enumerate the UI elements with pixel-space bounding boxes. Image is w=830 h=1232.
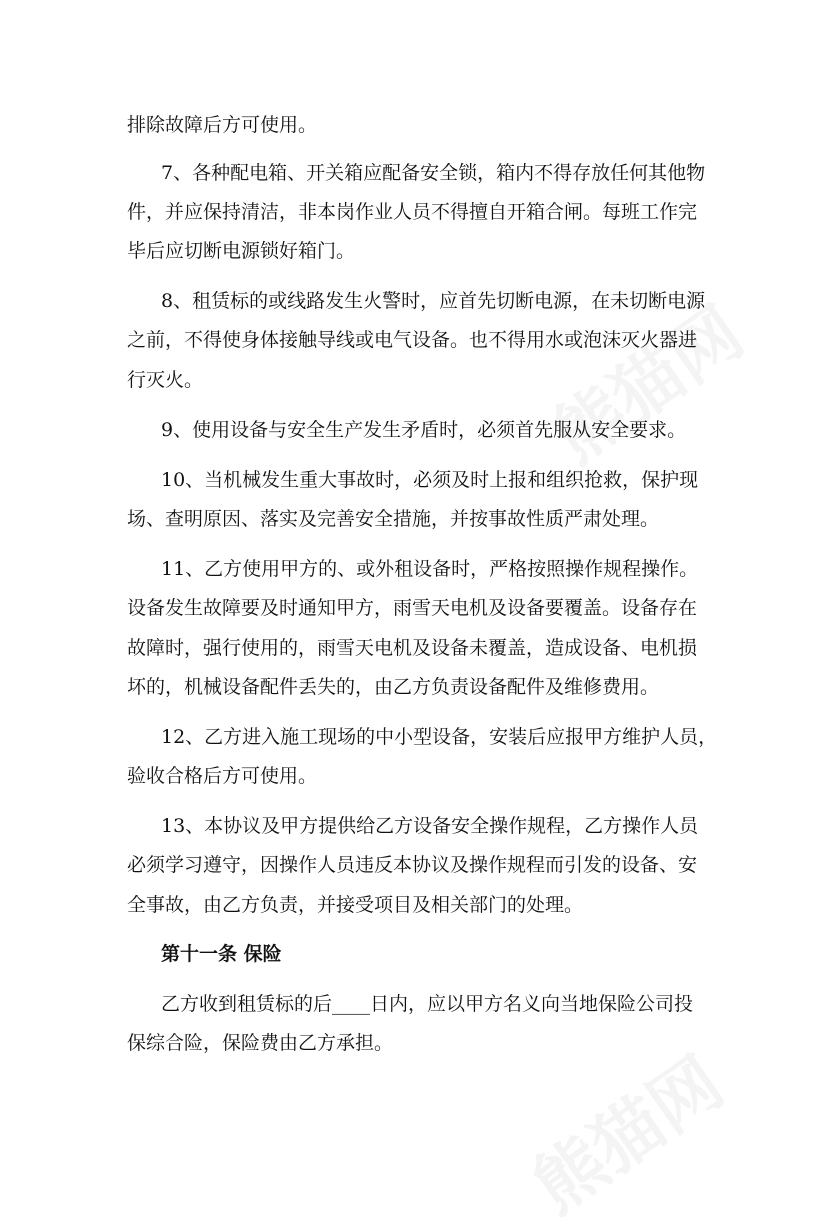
text-line-22: 保综合险，保险费由乙方承担。 <box>127 1032 394 1054</box>
text-line-9: 10、当机械发生重大事故时，必须及时上报和组织抢救，保护现 <box>161 469 699 491</box>
section-heading-insurance: 第十一条 保险 <box>161 943 282 965</box>
text-line-4: 毕后应切断电源锁好箱门。 <box>127 240 356 262</box>
text-line-2: 7、各种配电箱、开关箱应配备安全锁，箱内不得存放任何其他物 <box>161 162 706 184</box>
text-line-16: 验收合格后方可使用。 <box>127 765 318 787</box>
text-line-11: 11、乙方使用甲方的、或外租设备时，严格按照操作规程操作。 <box>161 558 699 580</box>
text-line-17: 13、本协议及甲方提供给乙方设备安全操作规程，乙方操作人员 <box>161 815 699 837</box>
text-line-12: 设备发生故障要及时通知甲方，雨雪天电机及设备要覆盖。设备存在 <box>127 597 698 619</box>
text-line-13: 故障时，强行使用的，雨雪天电机及设备未覆盖，造成设备、电机损 <box>127 637 698 659</box>
text-line-3: 件，并应保持清洁，非本岗作业人员不得擅自开箱合闸。每班工作完 <box>127 201 698 223</box>
text-line-21: 乙方收到租赁标的后____日内，应以甲方名义向当地保险公司投 <box>161 993 694 1015</box>
text-line-19: 全事故，由乙方负责，并接受项目及相关部门的处理。 <box>127 894 584 916</box>
text-line-8: 9、使用设备与安全生产发生矛盾时，必须首先服从安全要求。 <box>161 419 687 441</box>
text-line-7: 行灭火。 <box>127 369 204 391</box>
watermark-lower: 熊猫网 <box>518 1041 738 1229</box>
watermark-upper: 熊猫网 <box>538 291 758 479</box>
text-line-6: 之前，不得使身体接触导线或电气设备。也不得用水或泡沫灭火器进 <box>127 329 698 351</box>
text-line-5: 8、租赁标的或线路发生火警时，应首先切断电源，在未切断电源 <box>161 290 706 312</box>
text-line-14: 坏的，机械设备配件丢失的，由乙方负责设备配件及维修费用。 <box>127 676 660 698</box>
text-line-10: 场、查明原因、落实及完善安全措施，并按事故性质严肃处理。 <box>127 508 660 530</box>
text-line-15: 12、乙方进入施工现场的中小型设备，安装后应报甲方维护人员， <box>161 726 718 748</box>
text-line-18: 必须学习遵守，因操作人员违反本协议及操作规程而引发的设备、安 <box>127 854 698 876</box>
text-line-1: 排除故障后方可使用。 <box>127 114 318 136</box>
